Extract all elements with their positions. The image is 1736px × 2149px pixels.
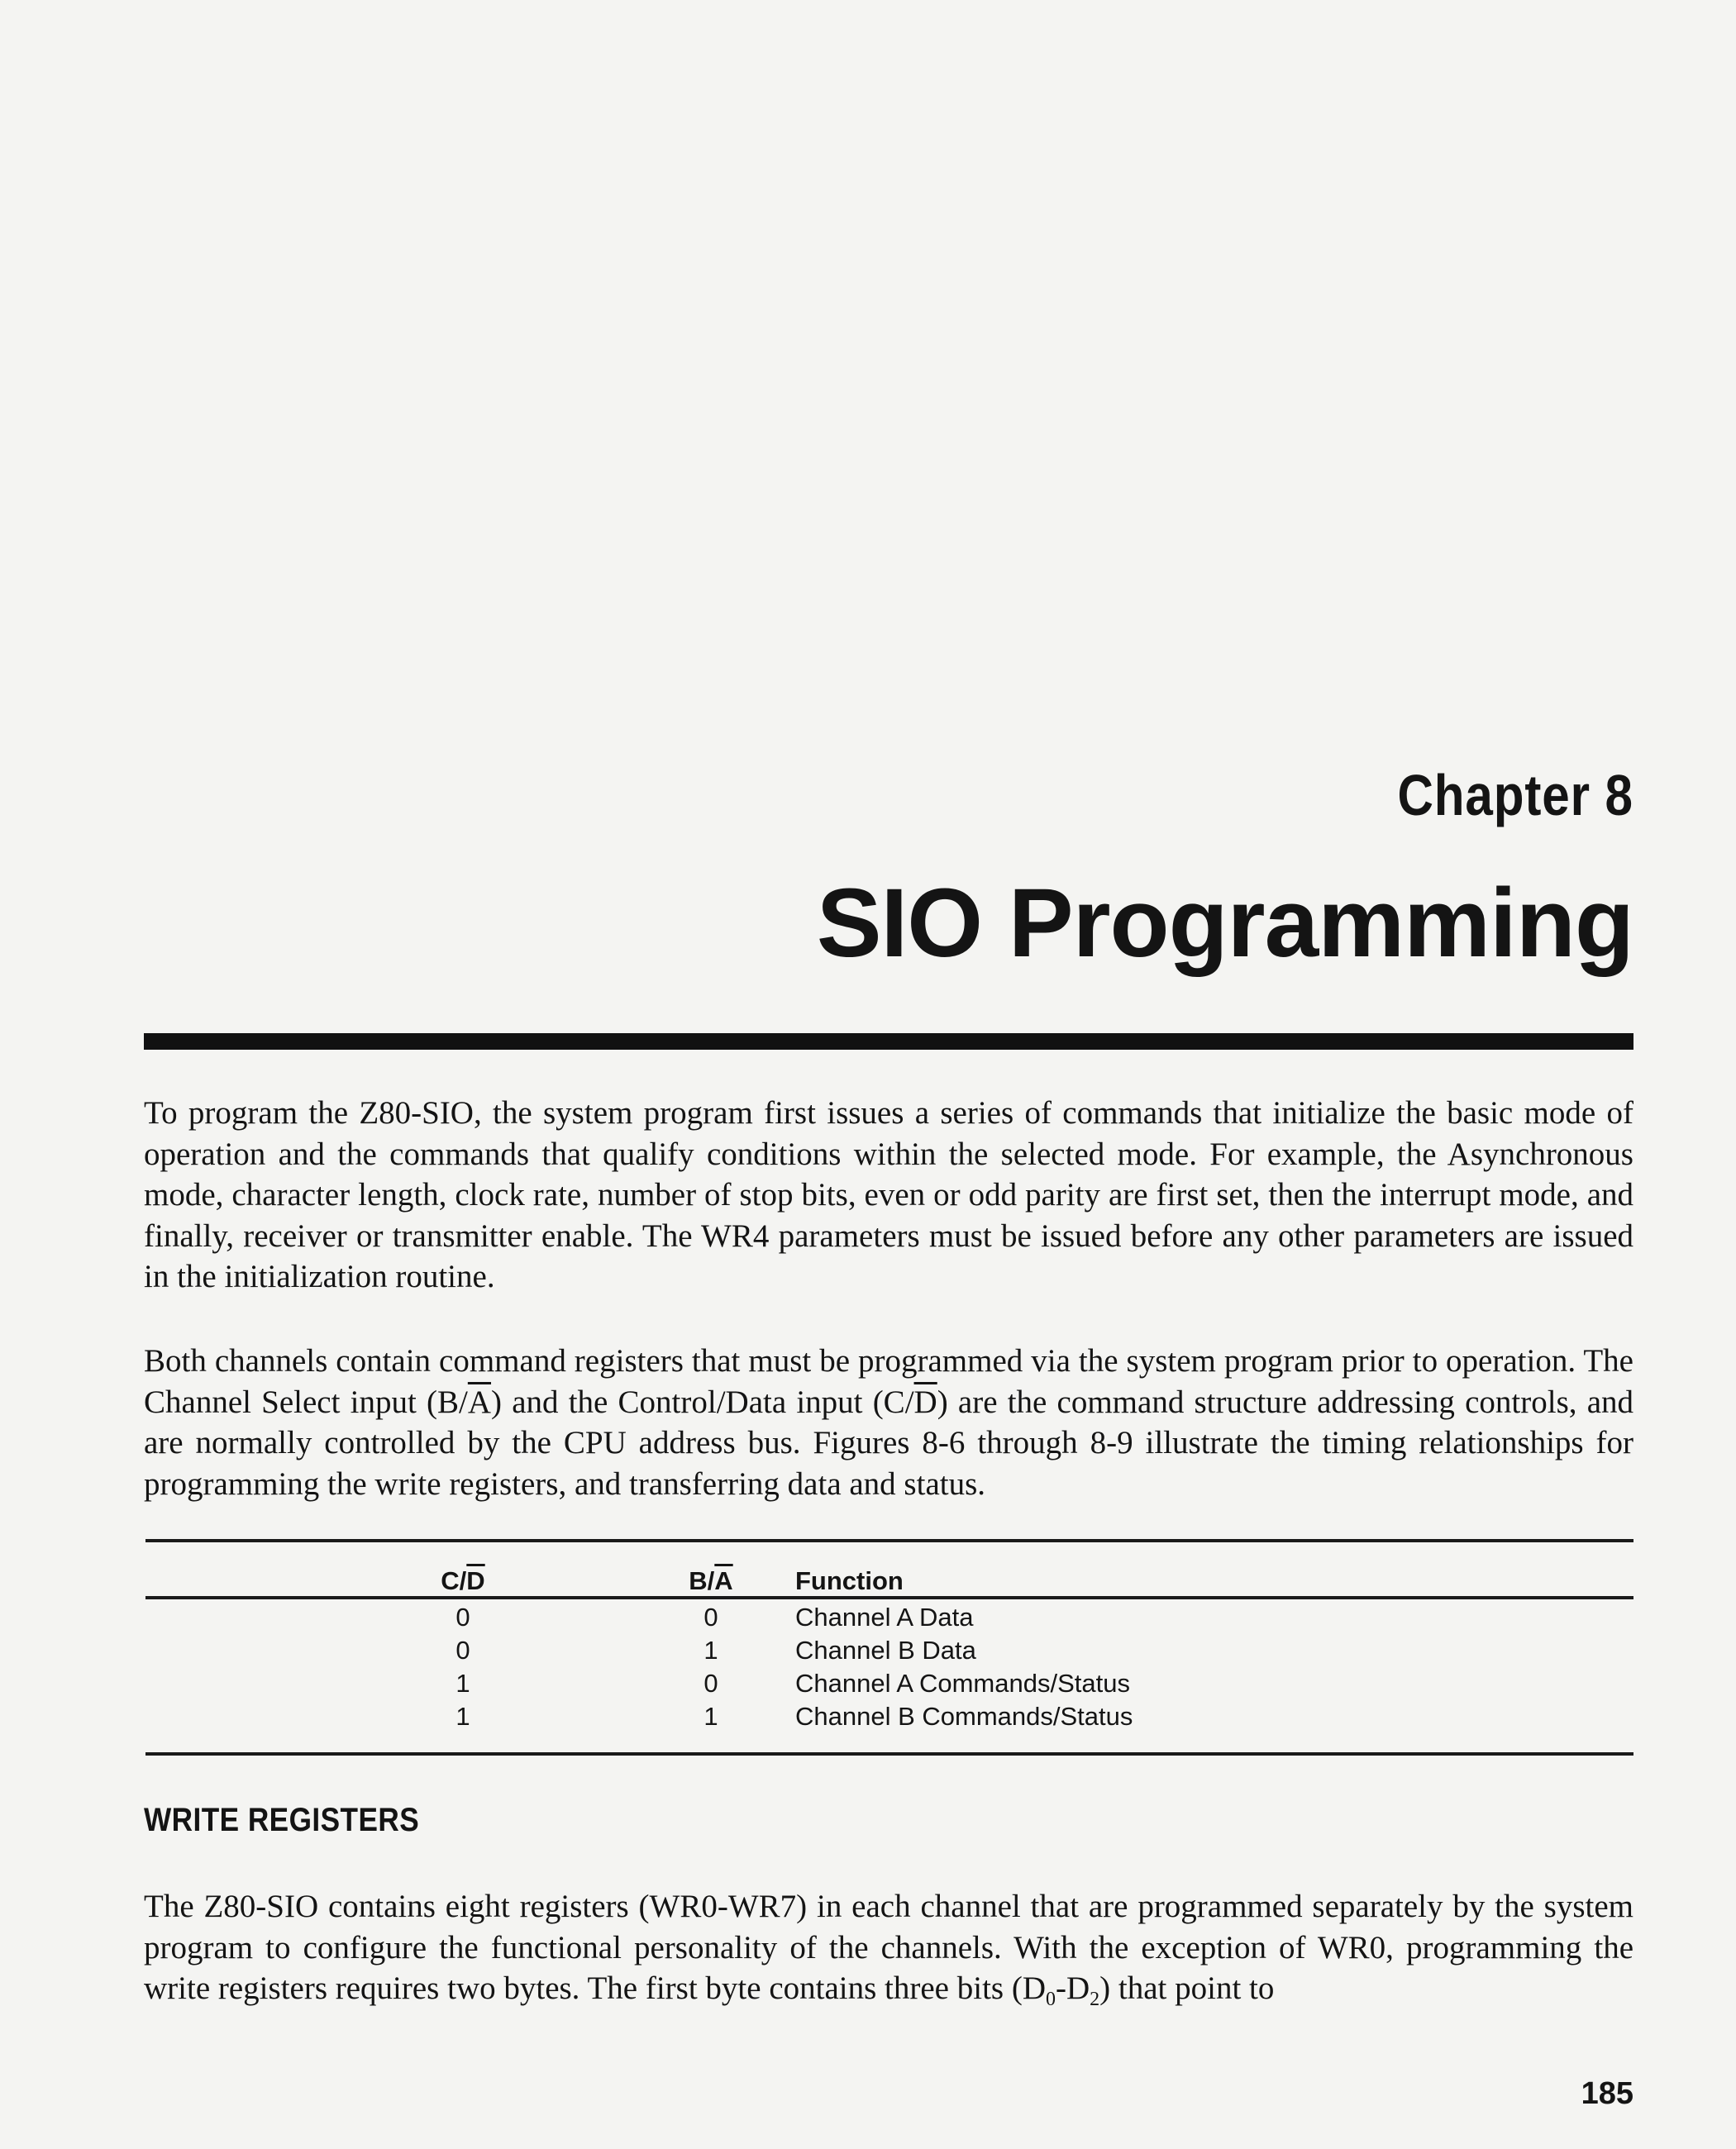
para2-overline-d: $\overline{D}$ xyxy=(913,1384,937,1420)
table-rule-header xyxy=(145,1596,1633,1599)
write-registers-paragraph xyxy=(144,1886,1633,2009)
wr-text-3: ) that point to xyxy=(1099,1970,1275,2006)
table-row-3-cd: 1 xyxy=(455,1669,470,1698)
chapter-label: Chapter 8 xyxy=(1397,763,1633,827)
table-row-3-ba: 0 xyxy=(703,1669,718,1698)
intro-paragraph-1: To program the Z80-SIO, the system program first issues a series of commands that initialize the basic mode of operation and the commands that qualify conditions within the selected mode. For example, the Asynchronous mode, character length, clock rate, number of stop bits, even or odd parity are first set, then the interrupt mode, and finally, receiver or transmitter enable. The WR4 parameters must be issued before any other parameters are issued in the initialization routine. xyxy=(144,1095,1633,1294)
table-rule-top xyxy=(145,1539,1633,1542)
table-header-ba-overline: $\overline{A}$ xyxy=(714,1566,733,1595)
intro-paragraph-2 xyxy=(144,1341,1633,1504)
table-row-4-function: Channel B Commands/Status xyxy=(795,1702,1133,1731)
table-header-cd-overline: $\overline{D}$ xyxy=(466,1566,485,1595)
wr-text-1: The Z80-SIO contains eight registers (WR0-WR7) in each channel that are programmed separately by the system program to configure the functional personality of the channels. With the exception of WR0, programming the write registers requires two bytes. The first byte contains three bits (D xyxy=(144,1889,1633,2006)
wr-text-2: -D xyxy=(1056,1970,1090,2006)
table-row-2-function: Channel B Data xyxy=(795,1636,976,1665)
table-row-2-ba: 1 xyxy=(703,1636,718,1665)
para2-overline-a: $\overline{A}$ xyxy=(467,1384,492,1420)
section-heading-write-registers: WRITE REGISTERS xyxy=(144,1802,420,1838)
table-row-1-function: Channel A Data xyxy=(795,1603,974,1632)
title-rule xyxy=(144,1033,1633,1050)
table-header-function: Function xyxy=(795,1566,904,1595)
table-row-2-cd: 0 xyxy=(455,1636,470,1665)
table-header-cd xyxy=(430,1565,496,1598)
table-rule-bottom xyxy=(145,1752,1633,1756)
table-row-1-cd: 0 xyxy=(455,1603,470,1632)
table-row-1-ba: 0 xyxy=(703,1603,718,1632)
table-row-3-function: Channel A Commands/Status xyxy=(795,1669,1130,1698)
para2-text-3: ) are the command structure addressing controls, and are normally controlled by the CPU address bus. Figures 8-6 through 8-9 illustrate the timing relationships for programming the write registers, and transferring data and status. xyxy=(144,1384,1634,1502)
para2-text-1: Both channels contain command registers that must be programmed via the system program prior to operation. The Channel Select input (B/ xyxy=(144,1343,1633,1420)
page-number: 185 xyxy=(1581,2076,1633,2111)
wr-sub-0: 0 xyxy=(1046,1989,1056,2010)
table-header-ba xyxy=(678,1565,744,1598)
para2-text-2: ) and the Control/Data input (C/ xyxy=(491,1384,914,1420)
chapter-title: SIO Programming xyxy=(816,869,1633,978)
table-header-cd-prefix: C/ xyxy=(441,1566,467,1595)
table-row-4-cd: 1 xyxy=(455,1702,470,1731)
table-header-ba-prefix: B/ xyxy=(689,1566,715,1595)
wr-sub-2: 2 xyxy=(1090,1989,1100,2010)
table-row-4-ba: 1 xyxy=(703,1702,718,1731)
